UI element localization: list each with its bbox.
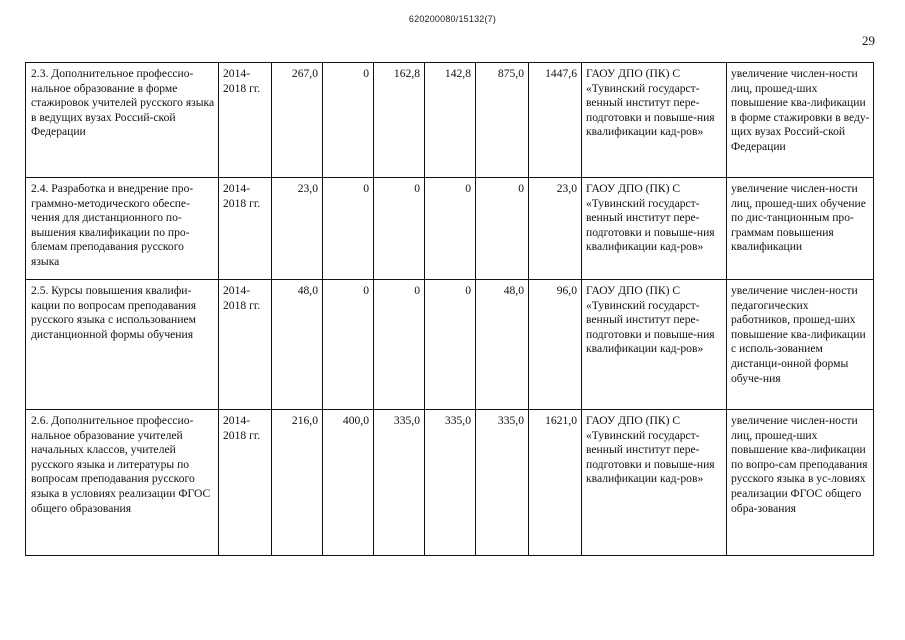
executor-cell: ГАОУ ДПО (ПК) С «Тувинский государст-венный институт пере-подготовки и повыше-ния квалификации кад-ров» [582,178,727,280]
period-cell: 2014-2018 гг. [219,410,272,556]
value-2015: 0 [323,280,374,410]
value-2015: 0 [323,178,374,280]
table-row [26,178,874,280]
table-row [26,280,874,410]
value-2017: 0 [425,280,476,410]
activity-title: 2.3. Дополнительное профессио-нальное образование в форме стажировок учителей русского языка в ведущих вузах Россий-ской Федерации [26,63,219,178]
activity-title: 2.4. Разработка и внедрение про-граммно-методического обеспе-чения для дистанционного по-вышения квалификации по про-блемам преподавания русского языка [26,178,219,280]
value-2018: 48,0 [476,280,529,410]
value-2018: 875,0 [476,63,529,178]
program-activities-table [25,62,874,556]
activity-title: 2.5. Курсы повышения квалифи-кации по вопросам преподавания русского языка с использованием дистанционной формы обучения [26,280,219,410]
value-2017: 335,0 [425,410,476,556]
value-2017: 0 [425,178,476,280]
value-2015: 400,0 [323,410,374,556]
value-2016: 0 [374,178,425,280]
executor-cell: ГАОУ ДПО (ПК) С «Тувинский государст-венный институт пере-подготовки и повыше-ния квалификации кад-ров» [582,410,727,556]
value-total: 96,0 [529,280,582,410]
period-cell: 2014-2018 гг. [219,63,272,178]
result-cell: увеличение числен-ности лиц, прошед-ших повышение ква-лификации по вопро-сам преподавания русского языка в ус-ловиях реализации ФГОС общего обра-зования [727,410,874,556]
value-2014: 23,0 [272,178,323,280]
value-2016: 162,8 [374,63,425,178]
executor-cell: ГАОУ ДПО (ПК) С «Тувинский государст-венный институт пере-подготовки и повыше-ния квалификации кад-ров» [582,63,727,178]
value-2018: 0 [476,178,529,280]
page-number: 29 [862,33,875,48]
value-total: 1447,6 [529,63,582,178]
table-row [26,63,874,178]
executor-cell: ГАОУ ДПО (ПК) С «Тувинский государст-венный институт пере-подготовки и повыше-ния квалификации кад-ров» [582,280,727,410]
result-cell: увеличение числен-ности лиц, прошед-ших обучение по дис-танционным про-граммам повышения квалификации [727,178,874,280]
value-2017: 142,8 [425,63,476,178]
value-total: 23,0 [529,178,582,280]
result-cell: увеличение числен-ности педагогических работников, прошед-ших повышение ква-лификации с исполь-зованием дистанци-онной формы обуче-ния [727,280,874,410]
value-2014: 267,0 [272,63,323,178]
value-total: 1621,0 [529,410,582,556]
period-cell: 2014-2018 гг. [219,178,272,280]
result-cell: увеличение числен-ности лиц, прошед-ших повышение ква-лификации в форме стажировки в веду-щих вузах Россий-ской Федерации [727,63,874,178]
period-cell: 2014-2018 гг. [219,280,272,410]
value-2015: 0 [323,63,374,178]
table-row [26,410,874,556]
value-2016: 0 [374,280,425,410]
value-2018: 335,0 [476,410,529,556]
activity-title: 2.6. Дополнительное профессио-нальное образование учителей начальных классов, учителей русского языка и литературы по вопросам преподавания русского языка в условиях реализации ФГОС общего образования [26,410,219,556]
value-2014: 48,0 [272,280,323,410]
document-id: 620200080/15132(7) [408,14,497,24]
value-2016: 335,0 [374,410,425,556]
value-2014: 216,0 [272,410,323,556]
